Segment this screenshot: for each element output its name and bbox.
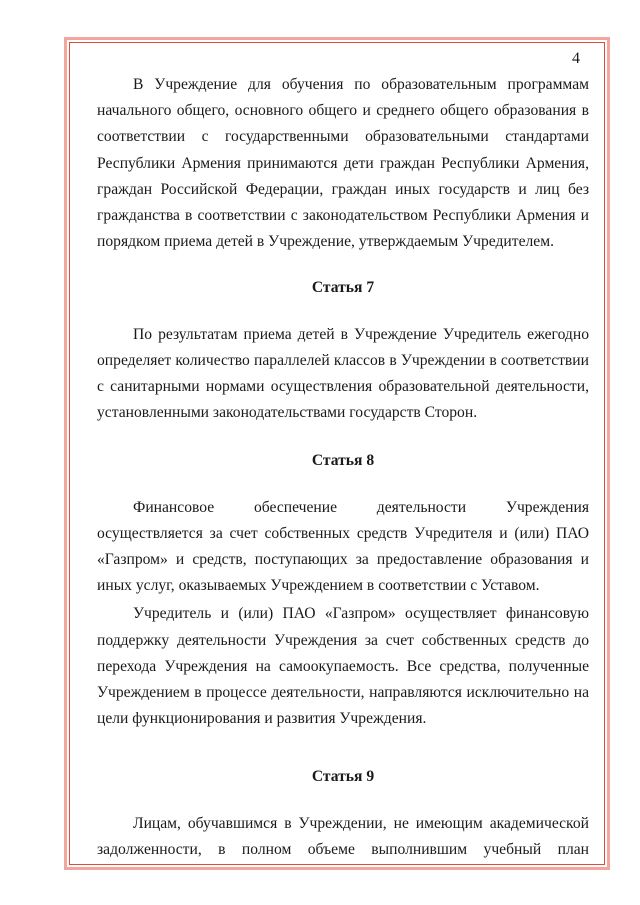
article-7-paragraph-1: По результатам приема детей в Учреждение Учредитель ежегодно определяет количество параллелей классов в Учреждении в соответствии с санитарными нормами осуществления образовательной деятельности, установленными законодательствами государств Сторон. [97, 325, 589, 422]
article-9-paragraph-1: Лицам, обучавшимся в Учреждении, не имеющим академической задолженности, в полном объеме выполнившим учебный план [97, 814, 589, 858]
article-7-heading: Статья 7 [311, 279, 375, 297]
article-8-heading: Статья 8 [311, 452, 375, 470]
document-body [97, 72, 589, 863]
article-8-paragraph-1: Финансовое обеспечение деятельности Учреждения осуществляется за счет собственных средств Учредителя и (или) ПАО «Газпром» и средств, поступающих за предоставление образования и иных услуг, оказываемых Учреждением в соответствии с Уставом. [97, 498, 589, 595]
page-number: 4 [572, 50, 580, 67]
article-9-heading: Статья 9 [311, 768, 375, 786]
article-8-paragraph-2: Учредитель и (или) ПАО «Газпром» осуществляет финансовую поддержку деятельности Учреждения за счет собственных средств до перехода Учреждения на самоокупаемость. Все средства, полученные Учреждением в процессе деятельности, направляются исключительно на цели функционирования и развития Учреждения. [97, 605, 589, 728]
paragraph-intro: В Учреждение для обучения по образовательным программам начального общего, основного общего и среднего общего образования в соответствии с государственными образовательными стандартами Республики Армения принимаются дети граждан Республики Армения, граждан Российской Федерации, граждан иных государств и лиц без гражданства в соответствии с законодательством Республики Армения и порядком приема детей в Учреждение, утверждаемым Учредителем. [97, 76, 589, 251]
